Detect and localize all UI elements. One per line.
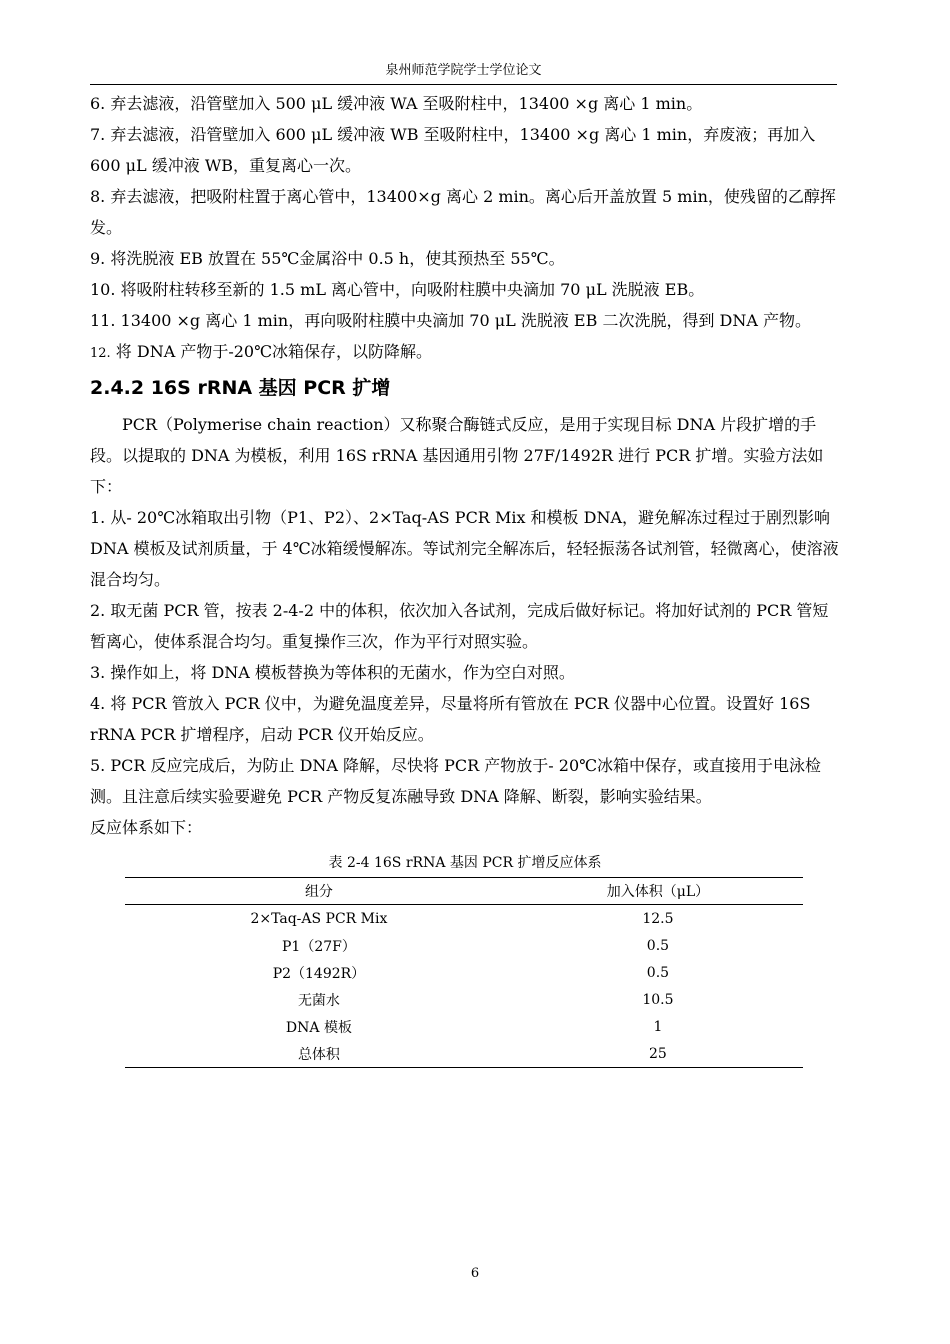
table-cell-volume: 10.5 xyxy=(642,991,674,1008)
step-7: 7. 弃去滤液，沿管壁加入 600 μL 缓冲液 WB 至吸附柱中，13400 ×g 离心 1 min，弃废液；再加入 600 μL 缓冲液 WB，重复离心一次。 xyxy=(90,125,816,175)
table-cell-volume: 0.5 xyxy=(646,937,670,954)
table-cell-component: DNA 模板 xyxy=(285,1019,352,1036)
table-header-volume: 加入体积（μL） xyxy=(513,878,803,905)
reaction-table xyxy=(125,877,803,1068)
table-row xyxy=(125,1040,803,1068)
table-cell-component: P2（1492R） xyxy=(272,965,366,982)
header-rule xyxy=(90,84,837,85)
step-12-text: 将 DNA 产物于-20℃冰箱保存，以防降解。 xyxy=(110,342,432,361)
table-cell-component: P1（27F） xyxy=(282,938,356,955)
pcr-step-5: 5. PCR 反应完成后，为防止 DNA 降解，尽快将 PCR 产物放于- 20℃冰箱中保存，或直接用于电泳检测。且注意后续实验要避免 PCR 产物反复冻融导致 DNA 降解、断裂，影响实验结果。 xyxy=(90,756,822,806)
table-cell-volume: 25 xyxy=(513,1040,803,1068)
pcr-step-2: 2. 取无菌 PCR 管，按表 2-4-2 中的体积，依次加入各试剂，完成后做好标记。将加好试剂的 PCR 管短暂离心，使体系混合均匀。重复操作三次，作为平行对照实验。 xyxy=(90,601,829,651)
table-row xyxy=(125,986,803,1013)
table-caption: 表 2-4 16S rRNA 基因 PCR 扩增反应体系 xyxy=(328,855,602,871)
table-cell-component: 无菌水 xyxy=(297,992,340,1009)
step-10: 10. 将吸附柱转移至新的 1.5 mL 离心管中，向吸附柱膜中央滴加 70 μL 洗脱液 EB。 xyxy=(90,280,705,299)
table-cell-volume: 1 xyxy=(653,1018,663,1035)
page-content xyxy=(90,88,840,1068)
pcr-step-1: 1. 从- 20℃冰箱取出引物（P1、P2）、2×Taq-AS PCR Mix 和模板 DNA，避免解冻过程过于剧烈影响 DNA 模板及试剂质量，于 4℃冰箱缓慢解冻。等试剂完全解冻后，轻轻振荡各试剂管，轻微离心，使溶液混合均匀。 xyxy=(90,508,839,589)
pcr-step-3: 3. 操作如上，将 DNA 模板替换为等体积的无菌水，作为空白对照。 xyxy=(90,663,575,682)
step-11: 11. 13400 ×g 离心 1 min，再向吸附柱膜中央滴加 70 μL 洗脱液 EB 二次洗脱，得到 DNA 产物。 xyxy=(90,311,812,330)
pcr-step-4: 4. 将 PCR 管放入 PCR 仪中，为避免温度差异，尽量将所有管放在 PCR 仪器中心位置。设置好 16S rRNA PCR 扩增程序，启动 PCR 仪开始反应。 xyxy=(90,694,811,744)
table-header-component: 组分 xyxy=(125,878,513,905)
step-12-number: 12. xyxy=(90,346,111,361)
table-cell-component: 2×Taq-AS PCR Mix xyxy=(250,910,388,927)
table-cell-volume: 12.5 xyxy=(642,910,674,927)
step-9: 9. 将洗脱液 EB 放置在 55℃金属浴中 0.5 h，使其预热至 55℃。 xyxy=(90,249,565,268)
table-row xyxy=(125,959,803,986)
table-row xyxy=(125,905,803,933)
reaction-label: 反应体系如下： xyxy=(90,818,203,837)
step-12 xyxy=(90,336,840,369)
page-header-title: 泉州师范学院学士学位论文 xyxy=(385,63,542,78)
step-8: 8. 弃去滤液，把吸附柱置于离心管中，13400×g 离心 2 min。离心后开盖放置 5 min，使残留的乙醇挥发。 xyxy=(90,187,836,237)
table-row xyxy=(125,1013,803,1040)
table-cell-volume: 0.5 xyxy=(646,964,670,981)
step-6: 6. 弃去滤液，沿管壁加入 500 μL 缓冲液 WA 至吸附柱中，13400 ×g 离心 1 min。 xyxy=(90,94,703,113)
table-cell-component: 总体积 xyxy=(125,1040,513,1068)
page-number: 6 xyxy=(470,1266,480,1281)
intro-paragraph: PCR（Polymerise chain reaction）又称聚合酶链式反应，是用于实现目标 DNA 片段扩增的手段。以提取的 DNA 为模板，利用 16S rRNA 基因通用引物 27F/1492R 进行 PCR 扩增。实验方法如下： xyxy=(90,415,824,496)
table-row xyxy=(125,932,803,959)
section-heading: 2.4.2 16S rRNA 基因 PCR 扩增 xyxy=(90,377,391,399)
